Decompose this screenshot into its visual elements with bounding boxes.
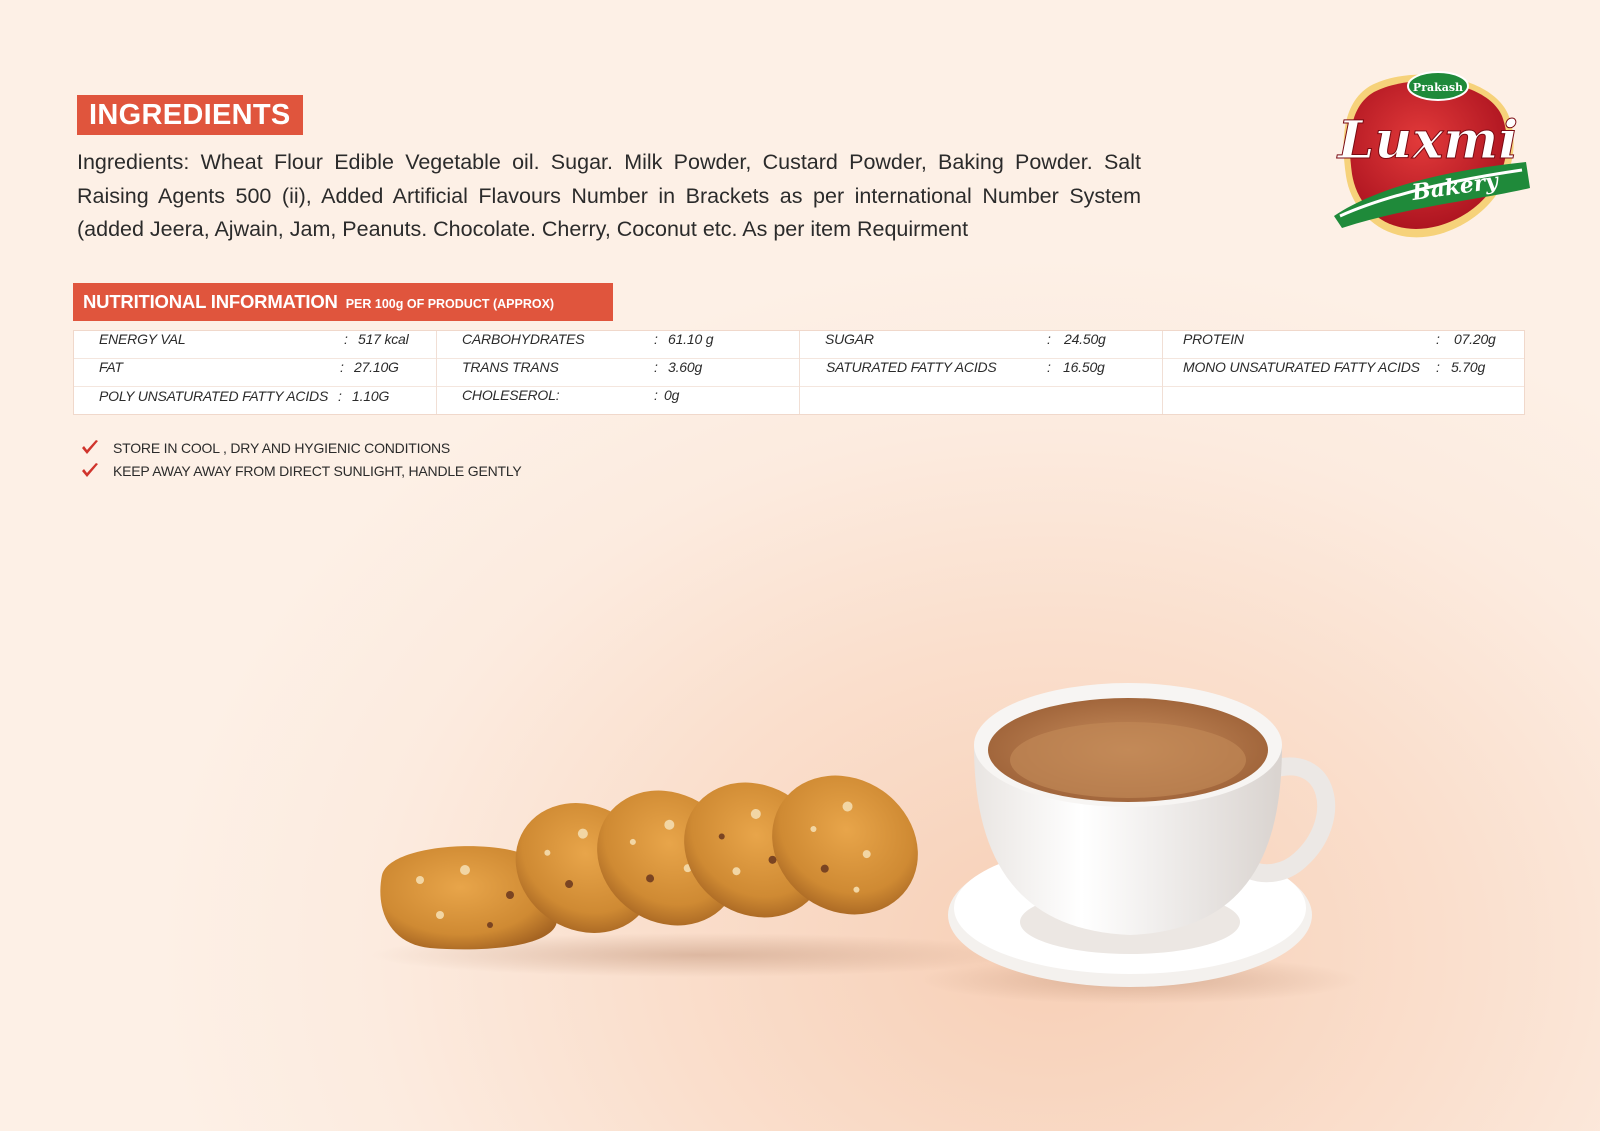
nutrient-value: 24.50g [1064,331,1106,347]
colon: : [654,331,658,347]
luxmi-bakery-logo [1330,66,1530,242]
nutrient-label: ENERGY VAL [99,331,186,347]
nutrient-label: FAT [99,359,123,375]
ingredients-heading: INGREDIENTS [77,95,303,135]
nutrient-value: 5.70g [1451,359,1486,375]
nutrition-subtitle: PER 100g OF PRODUCT (APPROX) [345,297,555,311]
colon: : [1436,359,1440,375]
storage-note-text: STORE IN COOL , DRY AND HYGIENIC CONDITIONS [113,440,451,456]
colon: : [654,359,658,375]
checkmark-icon [80,438,100,458]
nutrient-value: 27.10G [354,359,399,375]
colon: : [1047,331,1051,347]
colon: : [654,387,658,403]
nutrient-label: CHOLESEROL: [462,387,560,403]
logo-subbrand-text: Bakery [1410,168,1500,206]
nutrition-column [74,331,437,414]
nutrition-column [1162,331,1524,414]
nutrition-title: NUTRITIONAL INFORMATION [83,291,338,312]
nutrient-label: PROTEIN [1183,331,1244,347]
nutrient-value: 07.20g [1454,331,1496,347]
colon: : [338,388,342,404]
nutrient-label: POLY UNSATURATED FATTY ACIDS [99,388,329,404]
nutrient-value: 3.60g [668,359,703,375]
colon: : [1436,331,1440,347]
logo-brand-text: Luxmi [1337,110,1519,171]
nutrient-value: 1.10G [352,388,390,404]
nutrient-value: 517 kcal [358,331,409,347]
checkmark-icon [80,461,100,481]
colon: : [1047,359,1051,375]
nutrient-value: 0g [664,387,680,403]
nutrient-label: SUGAR [825,331,874,347]
nutrition-column [436,331,800,414]
nutrition-header [73,283,613,321]
logo-badge-text: Prakash [1412,81,1464,94]
cookies-and-tea-image [370,680,1360,1020]
nutrient-label: TRANS TRANS [462,359,559,375]
colon: : [344,331,348,347]
nutrient-label: MONO UNSATURATED FATTY ACIDS [1183,359,1420,375]
storage-note-text: KEEP AWAY AWAY FROM DIRECT SUNLIGHT, HANDLE GENTLY [113,463,522,479]
nutrient-value: 61.10 g [668,331,714,347]
nutrient-value: 16.50g [1063,359,1105,375]
colon: : [340,359,344,375]
nutrition-column [799,331,1163,414]
nutrient-label: SATURATED FATTY ACIDS [826,359,997,375]
ingredients-text: Ingredients: Wheat Flour Edible Vegetable oil. Sugar. Milk Powder, Custard Powder, Baking Powder. Salt Raising Agents 500 (ii), Added Artificial Flavours Number in Brackets as per international Number System (added Jeera, Ajwain, Jam, Peanuts. Chocolate. Cherry, Coconut etc. As per item Requirment [77,150,1141,241]
nutrient-label: CARBOHYDRATES [462,331,585,347]
nutrition-table [73,330,1525,415]
